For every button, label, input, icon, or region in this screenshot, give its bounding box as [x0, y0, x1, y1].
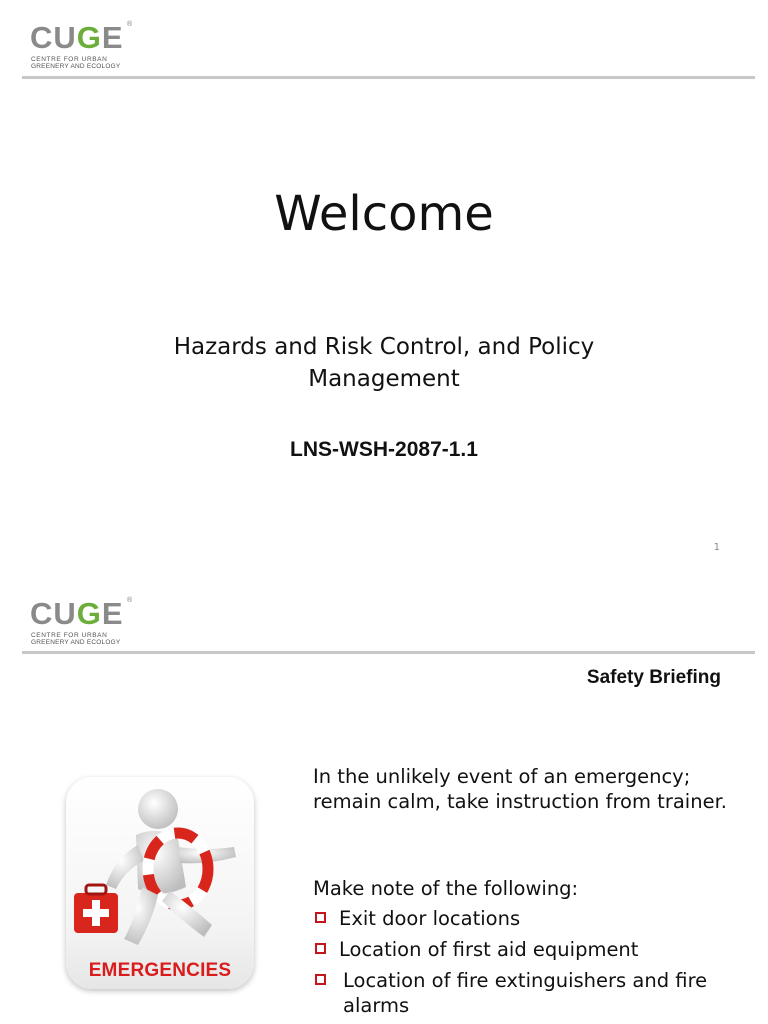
logo-wordmark: CUGE — [30, 596, 124, 631]
logo-wordmark: CUGE — [30, 20, 124, 55]
checkbox-bullet-icon — [315, 912, 326, 923]
intro-text: In the unlikely event of an emergency; remain calm, take instruction from trainer. — [313, 765, 727, 813]
logo-registered-mark: ® — [127, 21, 133, 28]
page-number: 1 — [713, 542, 720, 553]
slide-title: Welcome — [274, 186, 494, 242]
logo-registered-mark: ® — [127, 597, 133, 604]
emergencies-label: EMERGENCIES — [88, 960, 232, 981]
list-item — [313, 968, 733, 1018]
logo-tagline-1: CENTRE FOR URBAN — [31, 56, 108, 63]
checkbox-bullet-icon — [315, 943, 326, 954]
header-divider — [22, 76, 755, 79]
logo-tagline-1: CENTRE FOR URBAN — [31, 632, 108, 639]
list-item — [313, 906, 733, 931]
checkbox-bullet-icon — [315, 974, 326, 985]
slide-subtitle: Hazards and Risk Control, and Policy Management — [173, 334, 595, 392]
note-label: Make note of the following: — [313, 877, 579, 900]
list-item-text: Exit door locations — [339, 907, 521, 930]
logo-tagline-2: GREENERY AND ECOLOGY — [31, 63, 121, 70]
list-item-text: Location of first aid equipment — [339, 938, 639, 961]
slide-safety-briefing — [0, 580, 768, 1024]
lifebuoy-first-aid-figure-icon — [66, 777, 254, 989]
logo-tagline-2: GREENERY AND ECOLOGY — [31, 639, 121, 646]
list-item — [313, 937, 733, 962]
checklist — [313, 906, 733, 1018]
emergencies-illustration — [66, 777, 254, 989]
cuge-logo — [30, 598, 140, 658]
cuge-logo — [30, 22, 140, 82]
section-heading: Safety Briefing — [586, 667, 721, 688]
course-code: LNS-WSH-2087-1.1 — [290, 438, 478, 461]
list-item-text: Location of fire extinguishers and fire alarms — [343, 969, 708, 1017]
header-divider — [22, 651, 755, 654]
